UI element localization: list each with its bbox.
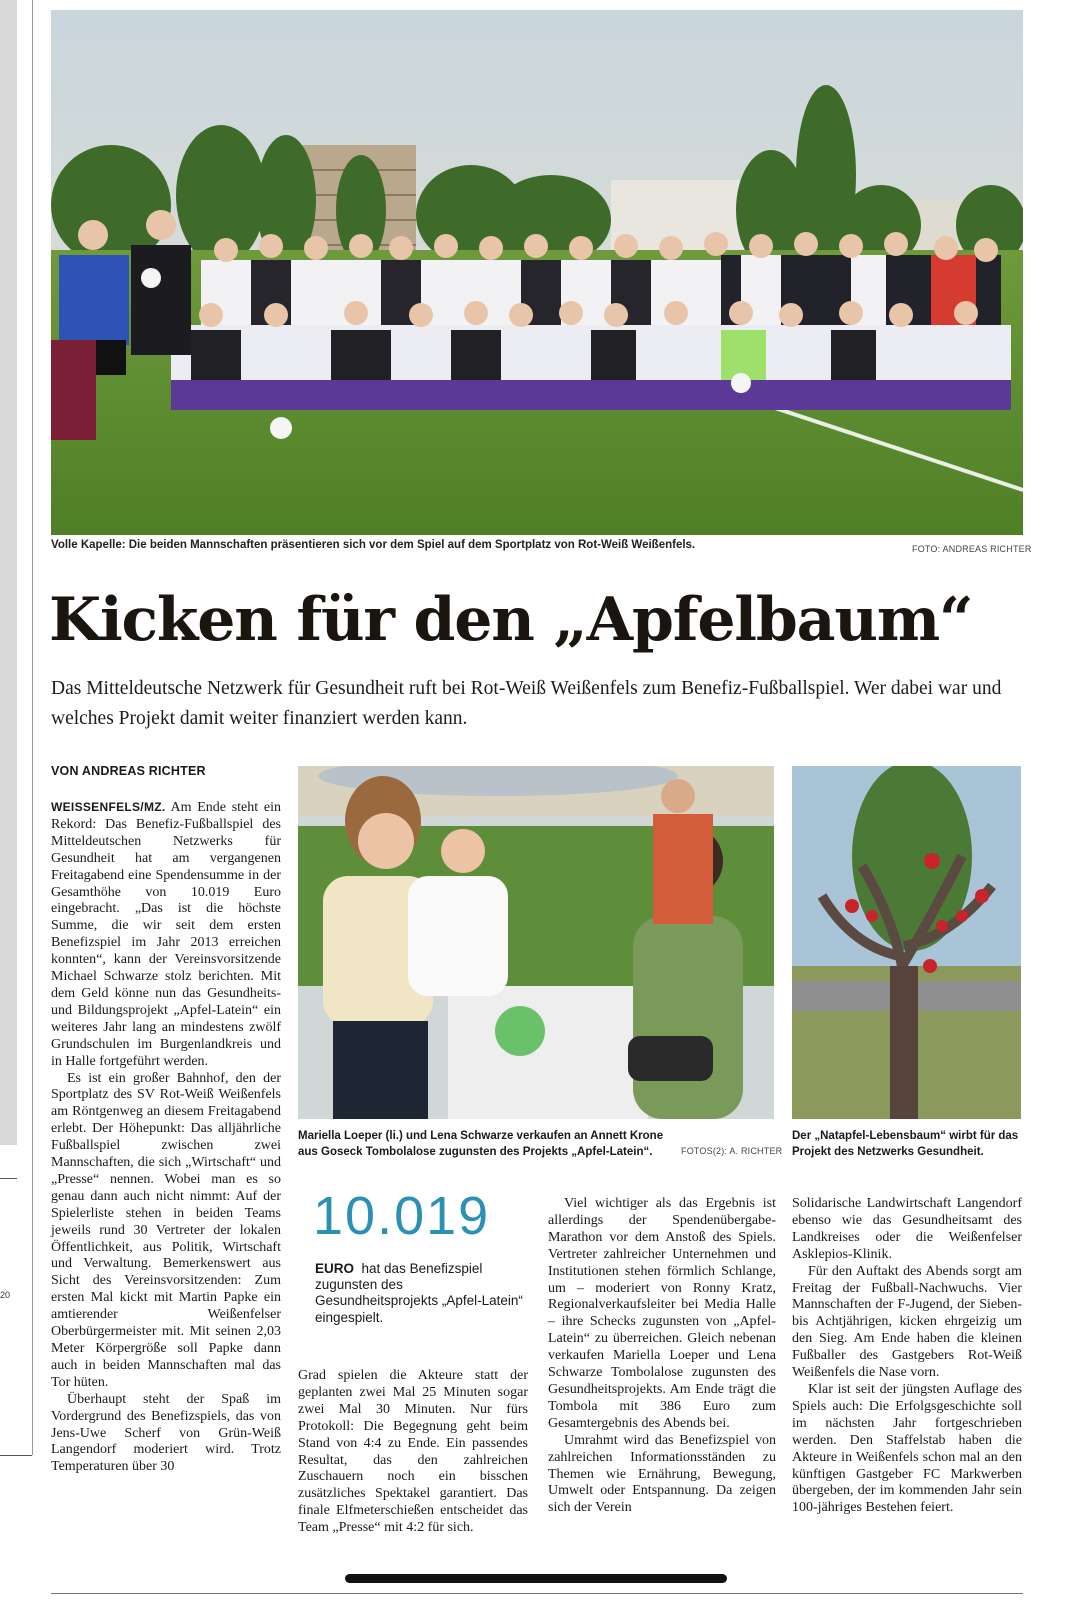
article-column-2 [298, 1368, 528, 1537]
paragraph: Für den Auftakt des Abends sorgt am Freitag der Fußball-Nachwuchs. Vier Mannschaften der F-Jugend, der Sieben- bis Achtjährigen, kicken ehrgeizig um den Sieg. Am Ende haben die kleinen Fußballer des Gastgebers Rot-Weiß Weißenfels die Nase vorn. [792, 1263, 1022, 1381]
column-divider [32, 0, 33, 1455]
factbox-number: 10.019 [313, 1186, 491, 1246]
teaser: Das Mitteldeutsche Netzwerk für Gesundheit ruft bei Rot-Weiß Weißenfels zum Benefiz-Fußballspiel. Wer dabei war und welches Projekt damit weiter finanziert werden kann. [51, 678, 1002, 729]
paragraph: Umrahmt wird das Benefizspiel von zahlreichen Informationsständen zu Themen wie Ernährung, Bewegung, Umwelt oder Entspannung. Da zeigen sich der Verein [548, 1432, 776, 1516]
paragraph: Solidarische Landwirtschaft Langendorf ebenso wie das Gesundheitsamt des Landkreises oder die Weißenfelser Asklepios-Klinik. [792, 1196, 1022, 1262]
article-column-4 [792, 1196, 1022, 1517]
byline: VON ANDREAS RICHTER [51, 764, 206, 778]
dateline: WEISSENFELS/MZ. [51, 800, 166, 814]
home-indicator[interactable] [345, 1574, 727, 1583]
paragraph: Grad spielen die Akteure statt der geplanten zwei Mal 25 Minuten sogar zwei Mal 30 Minuten. Nur fürs Protokoll: Die Begegnung geht beim Stand von 4:4 zu Ende. Ein passendes Resultat, das den zahlreichen Zuschauern noch ein bisschen zusätzliches Spektakel garantiert. Das finale Elfmeterschießen entscheidet das Team „Presse“ mit 4:2 für sich. [298, 1368, 528, 1536]
paragraph: Viel wichtiger als das Ergebnis ist allerdings der Spendenübergabe-Marathon vor dem Anstoß des Spiels. Vertreter zahlreicher Unternehmen und Institutionen stehen förmlich Schlange, um – moderiert von Ronny Kratz, Regionalverkaufsleiter bei Media Halle – ihre Schecks zugunsten von „Apfel-Latein“ zu überreichen. Gleich nebenan verkaufen Mariella Loeper und Lena Schwarze Tombolalose zugunsten des Gesundheitsprojekts. Am Ende trägt die Tombola mit 386 Euro zum Gesamtergebnis des Abends bei. [548, 1196, 776, 1431]
margin-rule [0, 1455, 32, 1456]
headline: Kicken für den „Apfelbaum“ [49, 585, 973, 655]
photo-credit: FOTO: ANDREAS RICHTER [912, 544, 1032, 554]
article-column-3 [548, 1196, 776, 1517]
tombola-photo-credit: FOTOS(2): A. RICHTER [681, 1146, 783, 1156]
paragraph: Überhaupt steht der Spaß im Vordergrund des Benefizspiels, das von Jens-Uwe Scherf von Grün-Weiß Langendorf moderiert wird. Trotz Temperaturen über 30 [51, 1391, 281, 1475]
paragraph: Klar ist seit der jüngsten Auflage des Spiels auch: Die Erfolgsgeschichte soll im nächsten Jahr fortgeschrieben werden. Den Staffelstab haben die Akteure in Weißenfels schon mal an den künftigen Gastgeber FC Markwerben übergeben, der im kommenden Jahr sein 100-jähriges Bestehen feiert. [792, 1381, 1022, 1516]
paragraph: Es ist ein großer Bahnhof, den der Sportplatz des SV Rot-Weiß Weißenfels am Röntgenweg an diesem Freitagabend erlebt. Der Höhepunkt: Das alljährliche Fußballspiel zwischen zwei Mannschaften, die sich „Wirtschaft“ und „Presse“ nennen. Wobei man es so genau dann auch nicht nimmt: Auf der Spielerliste stehen in beiden Teams jeweils rund 30 Vertreter der lokalen Öffentlichkeit, aus Politik, Wirtschaft und Verwaltung. Bemerkenswert aus Sicht des Vereinsvorsitzenden: Zum ersten Mal kickt mit Martin Papke ein amtierender Weißenfelser Oberbürgermeister mit. Mit seinen 2,03 Meter Körpergröße soll Papke dann auch in beiden Mannschaften mal das Tor hüten. [51, 1070, 281, 1390]
apple-tree-photo [792, 766, 1021, 1119]
team-photo [51, 10, 1023, 535]
adjacent-page-strip [0, 0, 17, 1145]
photo-caption: Volle Kapelle: Die beiden Mannschaften präsentieren sich vor dem Spiel auf dem Sportplatz von Rot-Weiß Weißenfels. [51, 539, 696, 551]
tombola-photo [298, 766, 774, 1119]
adjacent-page-number: 20 [0, 1290, 11, 1300]
factbox-text [315, 1261, 525, 1326]
margin-rule [0, 1178, 17, 1179]
article-column-1 [51, 800, 281, 1476]
tombola-photo-caption: Mariella Loeper (li.) und Lena Schwarze verkaufen an Annett Krone aus Goseck Tombolalose zugunsten des Projekts „Apfel-Latein“. [298, 1130, 664, 1158]
paragraph: Am Ende steht ein Rekord: Das Benefiz-Fußballspiel des Mitteldeutschen Netzwerks für Gesundheit hat am vergangenen Freitagabend eine Spendensumme in der Gesamthöhe von 10.019 Euro eingebracht. „Das ist die höchste Summe, die wir seit dem ersten Benefizspiel im Jahr 2013 erreichen konnten“, kann der Vereinsvorsitzende Michael Schwarze stolz berichten. Mit dem Geld könne nun das Gesundheits- und Bildungsprojekt „Apfel-Latein“ ein weiteres Jahr lang an mindestens zwölf Grundschulen im Burgenlandkreis und in Halle fortgeführt werden. [51, 800, 281, 1069]
apple-tree-photo-caption: Der „Natapfel-Lebensbaum“ wirbt für das Projekt des Netzwerks Gesundheit. [792, 1130, 1019, 1158]
bottom-rule [51, 1593, 1023, 1594]
factbox-description: hat das Benefizspiel zugunsten des Gesundheitsprojekts „Apfel-Latein“ eingespielt. [315, 1261, 523, 1325]
factbox-unit: EURO [315, 1261, 355, 1276]
